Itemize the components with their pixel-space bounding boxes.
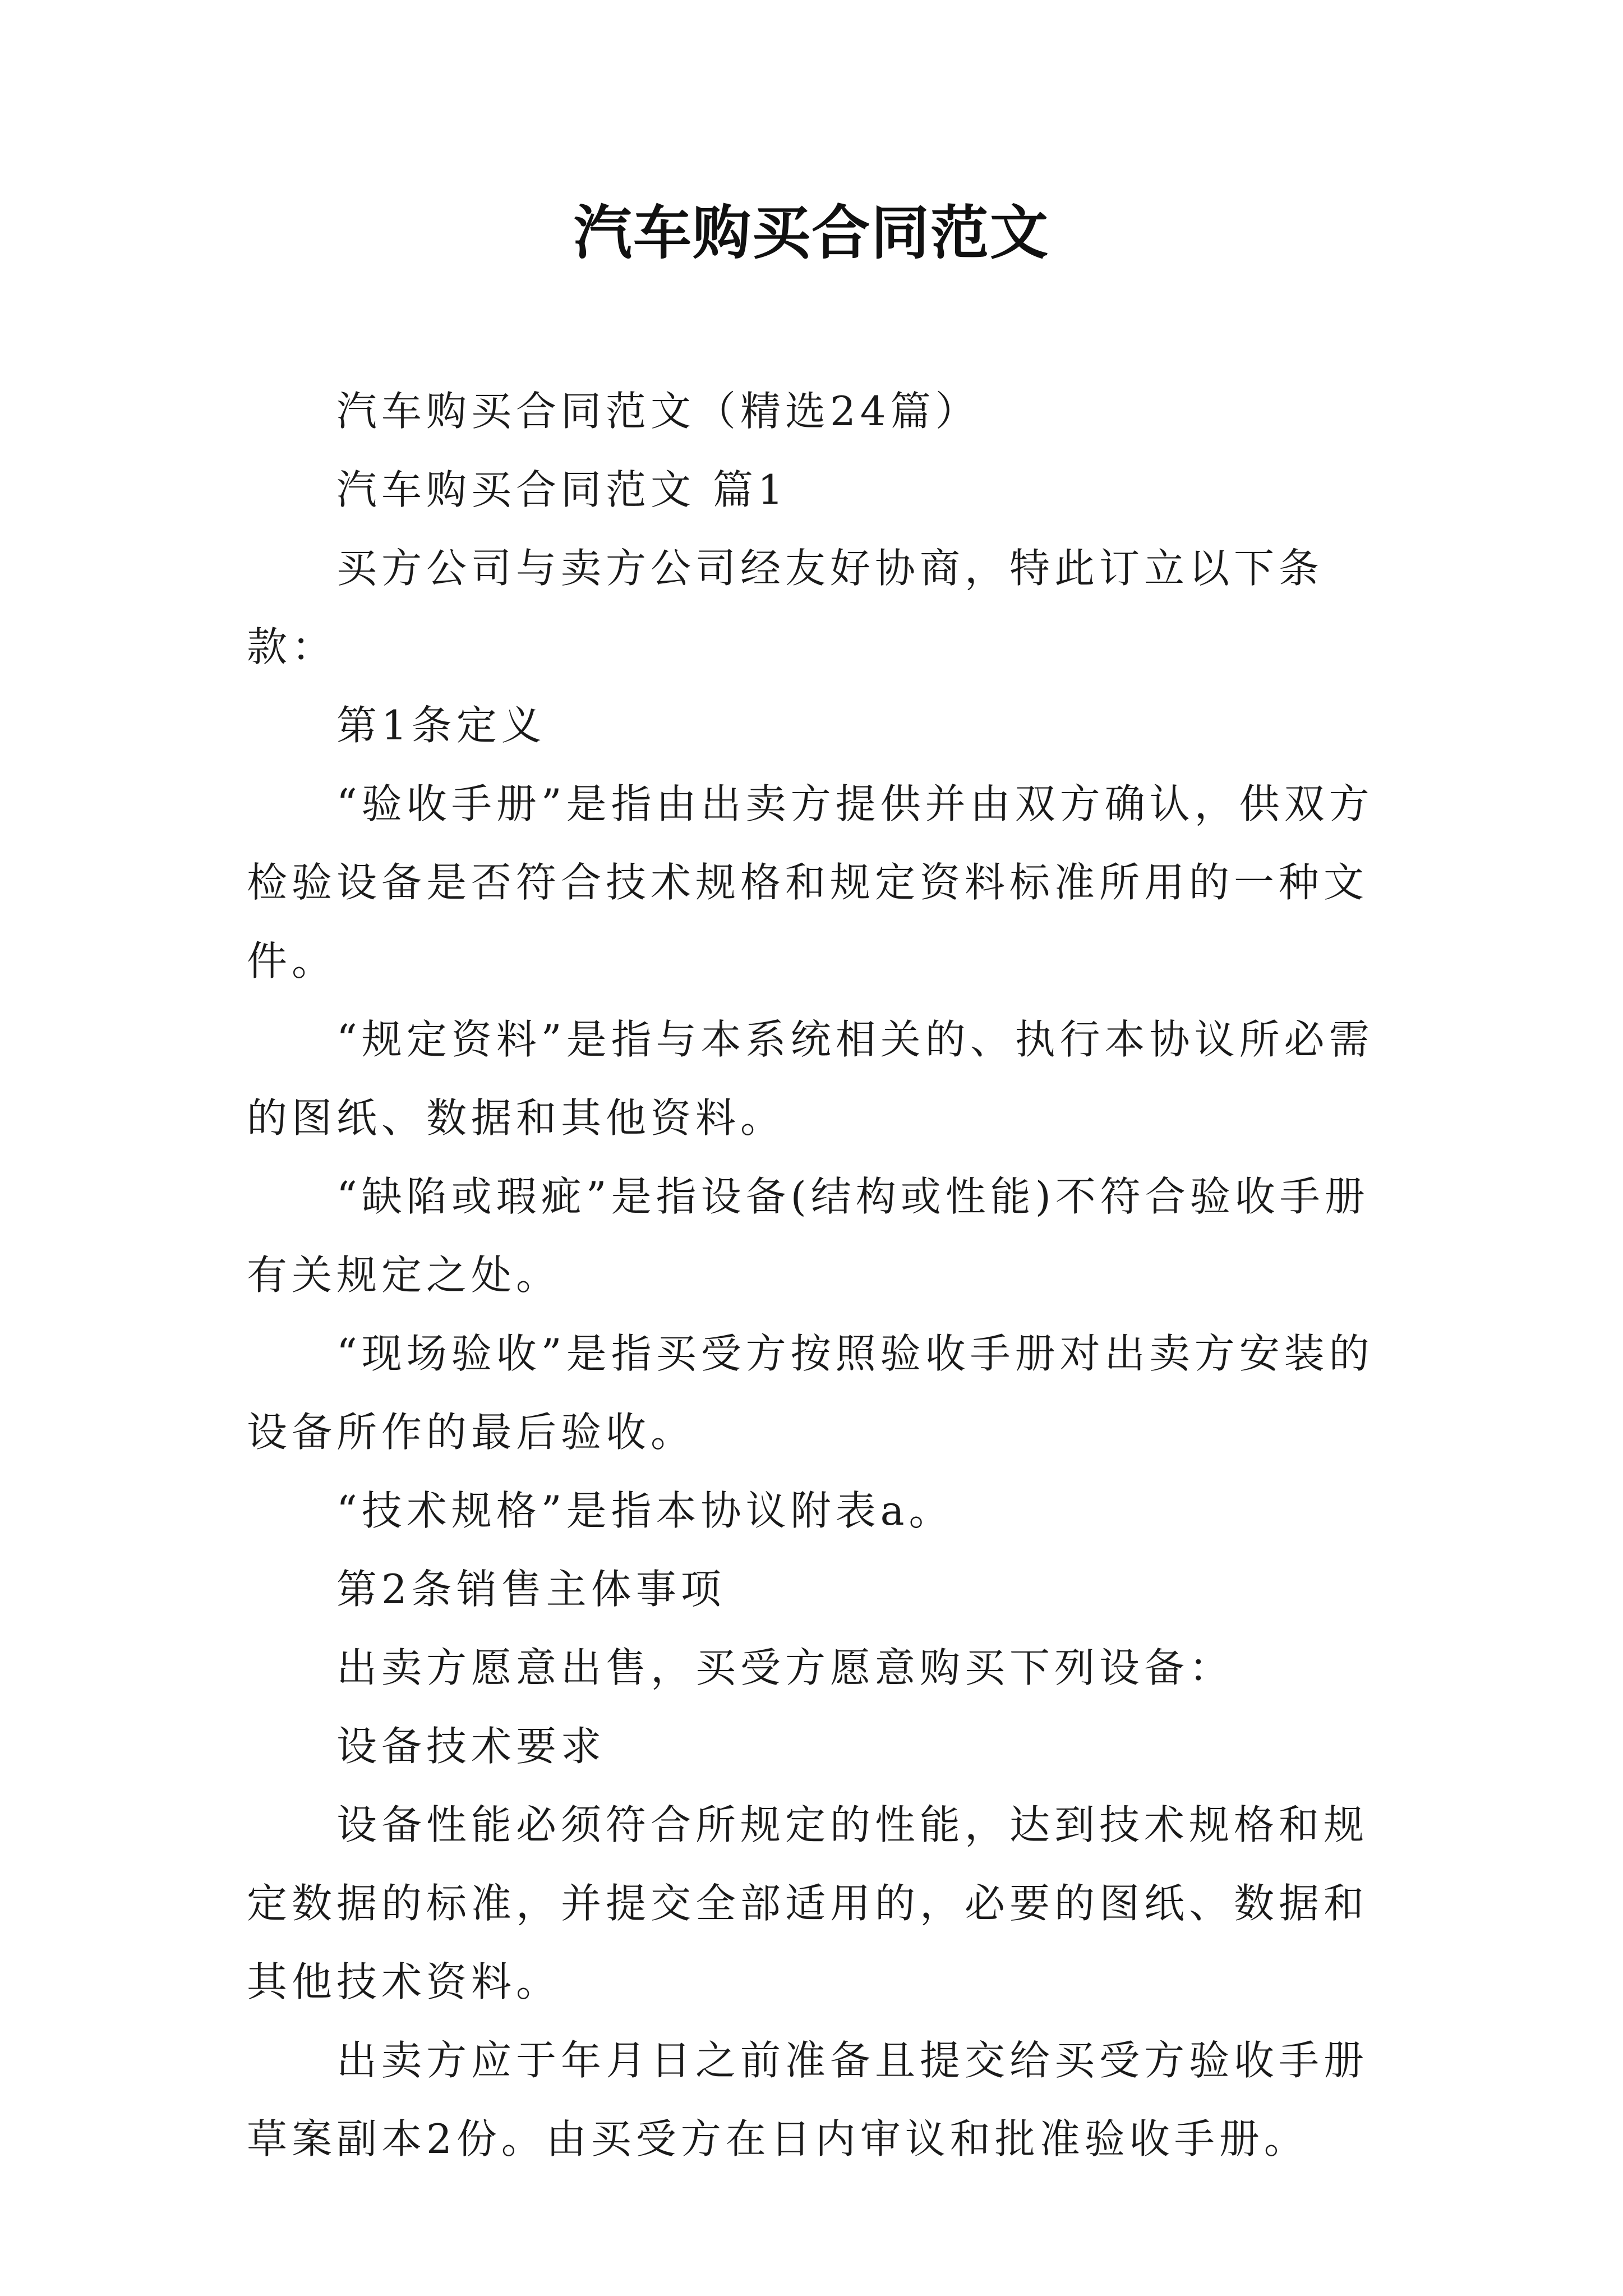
paragraph-definition-site-acceptance: “现场验收”是指买受方按照验收手册对出卖方安装的设备所作的最后验收。 bbox=[247, 1330, 1374, 1456]
paragraph-article-1-heading: 第1条定义 bbox=[336, 702, 546, 749]
paragraph-intro: 买方公司与卖方公司经友好协商，特此订立以下条款： bbox=[247, 545, 1324, 670]
paragraph-equipment-requirements-heading: 设备技术要求 bbox=[336, 1723, 606, 1770]
paragraph-definition-acceptance-manual: “验收手册”是指由出卖方提供并由双方确认，供双方检验设备是否符合技术规格和规定资料标准所用的一种文件。 bbox=[247, 780, 1374, 984]
document-body bbox=[247, 372, 1391, 2178]
paragraph-definition-specified-materials: “规定资料”是指与本系统相关的、执行本协议所必需的图纸、数据和其他资料。 bbox=[247, 1016, 1374, 1142]
document-title: 汽车购买合同范文 bbox=[573, 198, 1049, 267]
paragraph-subtitle: 汽车购买合同范文（精选24篇） bbox=[336, 388, 980, 435]
paragraph-article-2-heading: 第2条销售主体事项 bbox=[336, 1566, 726, 1613]
paragraph-section-heading: 汽车购买合同范文 篇1 bbox=[336, 466, 788, 513]
paragraph-sale-statement: 出卖方愿意出售，买受方愿意购买下列设备： bbox=[336, 1644, 1234, 1691]
paragraph-manual-submission: 出卖方应于年月日之前准备且提交给买受方验收手册草案副本2份。由买受方在日内审议和批准验收手册。 bbox=[247, 2037, 1369, 2162]
paragraph-equipment-performance: 设备性能必须符合所规定的性能，达到技术规格和规定数据的标准，并提交全部适用的，必要的图纸、数据和其他技术资料。 bbox=[247, 1801, 1369, 2005]
paragraph-definition-technical-specs: “技术规格”是指本协议附表a。 bbox=[336, 1487, 954, 1534]
paragraph-definition-defects: “缺陷或瑕疵”是指设备(结构或性能)不符合验收手册有关规定之处。 bbox=[247, 1173, 1370, 1299]
